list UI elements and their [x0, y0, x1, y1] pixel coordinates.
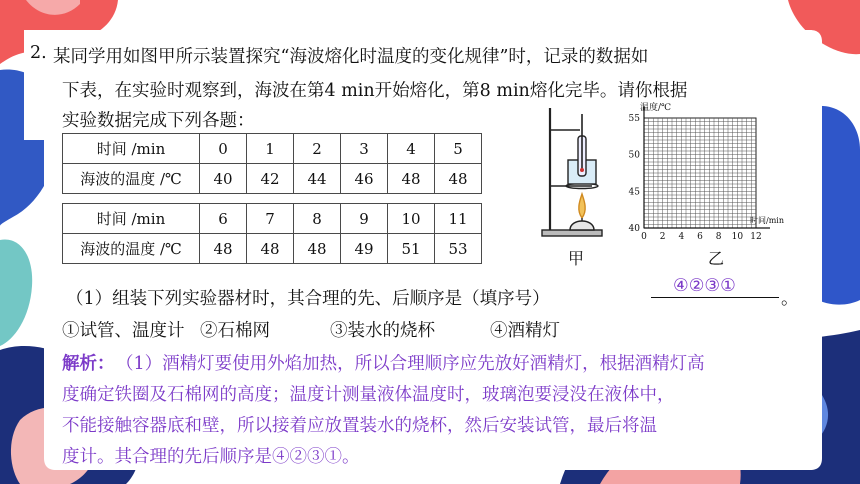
table-cell: 48 — [200, 234, 247, 264]
stand-base — [542, 230, 602, 236]
table-header-time: 时间 /min — [63, 134, 200, 164]
option-3: ③装水的烧杯 — [330, 321, 435, 341]
coordinate-grid-figure — [620, 96, 810, 246]
answer-blank — [651, 296, 779, 298]
apparatus-caption: 甲 — [568, 249, 585, 268]
apparatus-figure — [538, 100, 618, 240]
table-cell: 48 — [388, 164, 435, 194]
table-header-temp: 海波的温度 /℃ — [63, 164, 200, 194]
table-cell: 48 — [435, 164, 482, 194]
data-table-1 — [62, 133, 482, 194]
x-tick-label: 8 — [715, 232, 722, 242]
explanation-line-3: 不能接触容器底和壁，所以接着应放置装水的烧杯，然后安装试管，最后将温 — [62, 416, 657, 436]
table-row — [63, 164, 482, 194]
thermometer-bulb — [580, 168, 584, 172]
teal-blob-left — [0, 239, 32, 346]
option-2: ②石棉网 — [200, 321, 270, 341]
table-cell: 6 — [200, 204, 247, 234]
table-cell: 51 — [388, 234, 435, 264]
answer-text: ④②③① — [673, 276, 736, 296]
explanation-line-4: 度计。其合理的先后顺序是④②③①。 — [62, 447, 360, 467]
table-cell: 2 — [294, 134, 341, 164]
alcohol-lamp — [570, 221, 594, 230]
question-line-2: 下表，在实验时观察到，海波在第4 min开始熔化，第8 min熔化完毕。请你根据 — [62, 81, 688, 101]
option-4: ④酒精灯 — [490, 321, 560, 341]
table-cell: 42 — [247, 164, 294, 194]
table-cell: 46 — [341, 164, 388, 194]
table-row — [63, 234, 482, 264]
table-cell: 49 — [341, 234, 388, 264]
table-cell: 3 — [341, 134, 388, 164]
table-cell: 44 — [294, 164, 341, 194]
explanation-label: 解析： — [62, 354, 115, 374]
table-header-time: 时间 /min — [63, 204, 200, 234]
y-tick-label: 55 — [628, 114, 640, 124]
table-cell: 4 — [388, 134, 435, 164]
x-tick-label: 10 — [731, 232, 744, 242]
option-1: ①试管、温度计 — [62, 321, 185, 341]
x-tick-label: 0 — [641, 232, 647, 242]
table-cell: 48 — [247, 234, 294, 264]
table-header-temp: 海波的温度 /℃ — [63, 234, 200, 264]
table-cell: 48 — [294, 234, 341, 264]
y-tick-label: 40 — [628, 224, 640, 234]
table-cell: 5 — [435, 134, 482, 164]
table-row — [63, 204, 482, 234]
subquestion-1-text: （1）组装下列实验器材时，其合理的先、后顺序是（填序号） — [66, 289, 550, 309]
table-cell: 40 — [200, 164, 247, 194]
x-tick-label: 2 — [659, 232, 666, 242]
table-cell: 53 — [435, 234, 482, 264]
question-line-3: 实验数据完成下列各题： — [62, 111, 255, 131]
x-axis-label: 时间/min — [750, 216, 784, 225]
y-tick-label: 50 — [628, 150, 640, 161]
question-line-1: 某同学用如图甲所示装置探究“海波熔化时温度的变化规律”时，记录的数据如 — [53, 47, 649, 67]
flame — [579, 194, 585, 218]
question-number: 2. — [30, 43, 47, 63]
table-cell: 8 — [294, 204, 341, 234]
table-cell: 1 — [247, 134, 294, 164]
y-axis-label: 温度/℃ — [640, 103, 672, 113]
table-cell: 10 — [388, 204, 435, 234]
table-row — [63, 134, 482, 164]
table-cell: 9 — [341, 204, 388, 234]
subquestion-end: 。 — [781, 289, 799, 309]
table-cell: 0 — [200, 134, 247, 164]
x-tick-label: 4 — [678, 232, 685, 242]
y-tick-label: 45 — [628, 187, 640, 198]
table-cell: 7 — [247, 204, 294, 234]
explanation-line-2: 度确定铁圈及石棉网的高度；温度计测量液体温度时，玻璃泡要浸没在液体中， — [62, 385, 675, 405]
x-tick-label: 12 — [750, 232, 762, 242]
table-cell: 11 — [435, 204, 482, 234]
data-table-2 — [62, 203, 482, 264]
graph-caption: 乙 — [708, 249, 725, 268]
explanation-line-1: （1）酒精灯要使用外焰加热，所以合理顺序应先放好酒精灯，根据酒精灯高 — [116, 354, 705, 374]
x-tick-label: 6 — [697, 232, 703, 242]
